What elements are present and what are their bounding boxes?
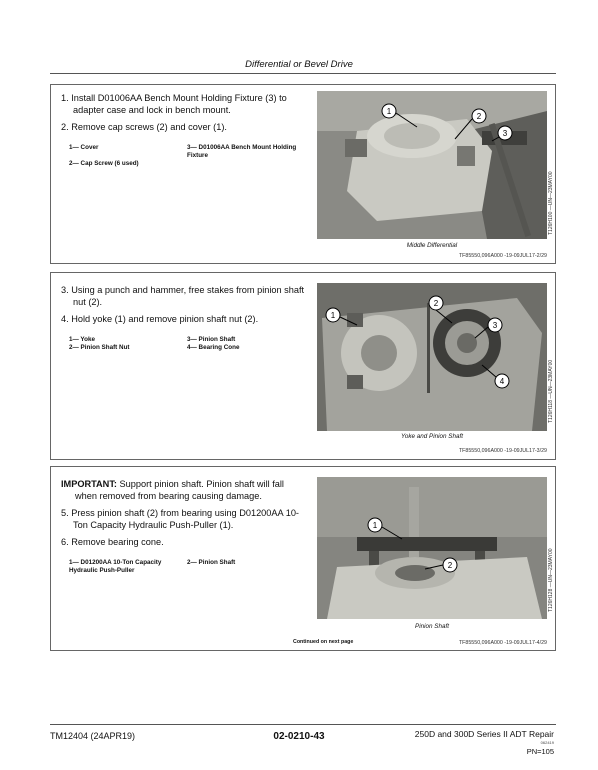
callout-2: 2 xyxy=(433,299,439,308)
callout-2: 2 xyxy=(476,112,482,121)
callout-1: 1 xyxy=(372,521,378,530)
legend-item: 1— D01200AA 10-Ton Capacity Hydraulic Push-Puller xyxy=(69,558,162,574)
callout-2: 2 xyxy=(447,561,453,570)
photo-caption-3: Pinion Shaft xyxy=(415,623,449,630)
legend-item: 3— D01006AA Bench Mount Holding Fixture xyxy=(187,143,297,159)
instructions-3 xyxy=(61,479,305,575)
legend-item: 2— Pinion Shaft Nut xyxy=(69,343,130,351)
header-divider xyxy=(50,73,556,74)
callout-1: 1 xyxy=(386,107,392,116)
step-6: 6. Remove bearing cone. xyxy=(61,537,164,547)
continued-note: Continued on next page xyxy=(293,639,354,645)
callout-4: 4 xyxy=(499,377,505,386)
parts-legend-1 xyxy=(61,144,305,168)
footer-divider xyxy=(50,724,556,725)
important-label: IMPORTANT: xyxy=(61,479,117,489)
step-1: 1. Install D01006AA Bench Mount Holding Fixture (3) to adapter case and lock in bench mount. xyxy=(61,93,287,115)
callout-3: 3 xyxy=(492,321,498,330)
parts-legend-2 xyxy=(61,336,305,352)
figure-id-1: T126H100 —UN—23MAY00 xyxy=(548,171,554,235)
photo-caption-2: Yoke and Pinion Shaft xyxy=(401,433,463,440)
legend-item: 4— Bearing Cone xyxy=(187,343,240,351)
footer-pn: PN=105 xyxy=(526,747,554,756)
photo-middle-differential xyxy=(317,91,547,239)
footer-manual-title: 250D and 300D Series II ADT Repair xyxy=(414,729,554,739)
important-text: Support pinion shaft. Pinion shaft will fall when removed from bearing causing damage. xyxy=(75,479,284,501)
legend-item: 1— Cover xyxy=(69,143,99,151)
procedure-panel-1 xyxy=(50,84,556,264)
step-3: 3. Using a punch and hammer, free stakes from pinion shaft nut (2). xyxy=(61,285,305,307)
photo-yoke-pinion-shaft xyxy=(317,283,547,431)
legend-item xyxy=(187,160,311,168)
step-5: 5. Press pinion shaft (2) from bearing using D01200AA 10-Ton Capacity Hydraulic Push-Puller (1). xyxy=(61,508,299,530)
instructions-2 xyxy=(61,285,305,352)
procedure-panel-2 xyxy=(50,272,556,460)
step-2: 2. Remove cap screws (2) and cover (1). xyxy=(61,122,227,132)
procedure-panel-3 xyxy=(50,466,556,651)
legend-item: 1— Yoke xyxy=(69,335,96,343)
footer-manual-id: TM12404 (24APR19) xyxy=(50,731,136,741)
legend-item: 2— Cap Screw (6 used) xyxy=(69,159,139,167)
reference-code-1: TF85550,096A000 -19-09JUL17-2/29 xyxy=(458,253,547,259)
figure-id-2: T126H118 —UN—23MAY00 xyxy=(548,359,554,423)
reference-code-2: TF85550,096A000 -19-09JUL17-3/29 xyxy=(458,448,547,454)
photo-caption-1: Middle Differential xyxy=(406,242,458,249)
section-title: Differential or Bevel Drive xyxy=(245,59,353,70)
legend-item: 3— Pinion Shaft xyxy=(187,335,236,343)
reference-code-3: TF85550,096A000 -19-09JUL17-4/29 xyxy=(458,640,547,646)
step-4: 4. Hold yoke (1) and remove pinion shaft nut (2). xyxy=(61,314,259,324)
callout-3: 3 xyxy=(502,129,508,138)
instructions-1 xyxy=(61,93,305,168)
callout-1: 1 xyxy=(330,311,336,320)
photo-pinion-shaft xyxy=(317,477,547,619)
footer-date-code: 062419 xyxy=(540,740,554,745)
legend-item: 2— Pinion Shaft xyxy=(187,558,236,566)
figure-id-3: T126H128 —UN—23MAY00 xyxy=(548,548,554,612)
important-note xyxy=(61,479,305,502)
footer-page-number: 02-0210-43 xyxy=(273,731,325,742)
parts-legend-3 xyxy=(61,559,305,575)
